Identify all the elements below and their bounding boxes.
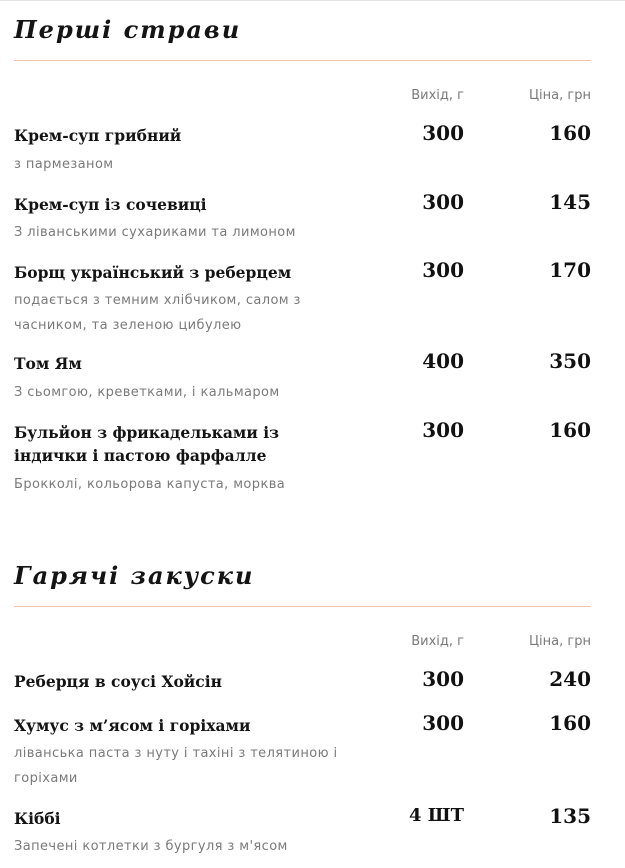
section-title: Перші страви [14, 15, 242, 44]
dish-name: Хумус з м’ясом і горіхами [14, 716, 251, 735]
dish-yield: 300 [422, 121, 464, 145]
dish-description: З ліванськими сухариками та лимоном [14, 225, 296, 240]
dish-description: ліванська паста з нуту і тахіні з телятиною і горіхами [14, 746, 338, 786]
dish-description: Брокколі, кольорова капуста, морква [14, 477, 286, 492]
dish-yield: 300 [422, 418, 464, 442]
section-divider [14, 606, 591, 607]
dish-name: Том Ям [14, 354, 82, 373]
dish-description: з пармезаном [14, 157, 114, 172]
column-header-price: Ціна, грн [528, 88, 591, 103]
dish-name: Крем-суп із сочевиці [14, 195, 207, 214]
dish-name: Кіббі [14, 809, 61, 828]
dish-price: 240 [549, 667, 591, 691]
dish-price: 160 [549, 121, 591, 145]
dish-yield: 4 ШТ [408, 805, 464, 826]
dish-description: подається з темним хлібчиком, салом з часником, та зеленою цибулею [14, 293, 301, 333]
dish-name: Крем-суп грибний [14, 126, 182, 145]
dish-yield: 400 [422, 349, 464, 373]
dish-description: Запечені котлетки з бургуля з м'ясом [14, 839, 288, 854]
column-header-yield: Вихід, г [411, 634, 464, 649]
dish-price: 160 [549, 711, 591, 735]
dish-name: Бульйон з фрикадельками із індички і пастою фарфалле [14, 423, 280, 465]
column-header-yield: Вихід, г [411, 88, 464, 103]
column-header-price: Ціна, грн [528, 634, 591, 649]
dish-name: Реберця в соусі Хойсін [14, 672, 222, 691]
dish-description: З сьомгою, креветками, і кальмаром [14, 385, 280, 400]
dish-price: 170 [549, 258, 591, 282]
dish-price: 145 [549, 190, 591, 214]
dish-yield: 300 [422, 190, 464, 214]
dish-yield: 300 [422, 667, 464, 691]
dish-price: 160 [549, 418, 591, 442]
dish-yield: 300 [422, 258, 464, 282]
section-title: Гарячі закуски [14, 561, 255, 590]
dish-price: 135 [549, 804, 591, 828]
dish-price: 350 [549, 349, 591, 373]
section-divider [14, 60, 591, 61]
dish-name: Борщ український з реберцем [14, 263, 292, 282]
dish-yield: 300 [422, 711, 464, 735]
